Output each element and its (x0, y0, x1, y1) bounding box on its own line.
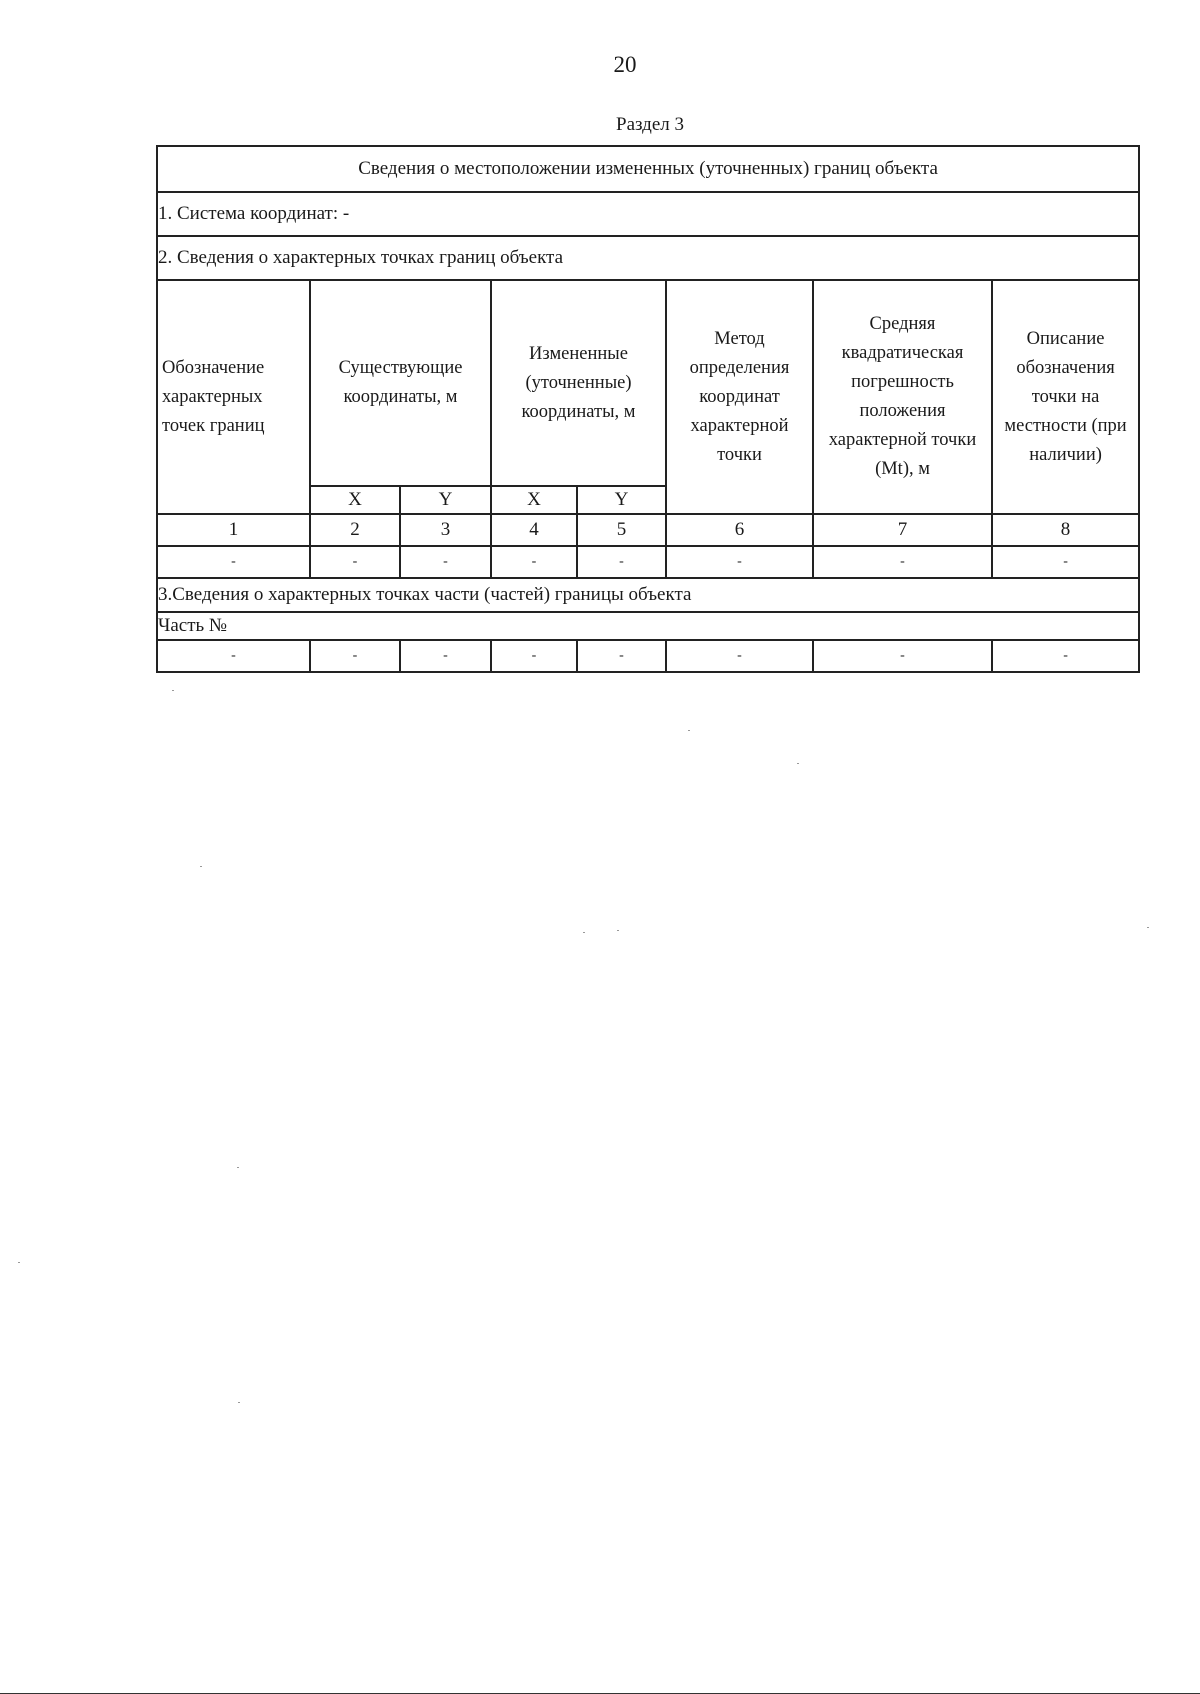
column-number: 3 (400, 514, 491, 546)
table-cell: - (491, 546, 577, 578)
scan-speck (1147, 927, 1149, 928)
axis-label-changed-y: Y (577, 486, 666, 514)
column-number: 4 (491, 514, 577, 546)
header-point-designation: Обозначение характерных точек границ (157, 280, 310, 514)
parts-section-row (157, 578, 1139, 612)
table-cell: - (577, 546, 666, 578)
column-number: 2 (310, 514, 400, 546)
table-cell: - (577, 640, 666, 672)
header-existing-coordinates: Существующие координаты, м (310, 280, 491, 486)
table-row (157, 546, 1139, 578)
column-number: 6 (666, 514, 813, 546)
table-cell: - (157, 640, 310, 672)
scan-speck (200, 866, 202, 867)
column-number-row (157, 514, 1139, 546)
header-method: Метод определения координат характерной точки (666, 280, 813, 514)
table-cell: - (666, 640, 813, 672)
axis-label-existing-x: X (310, 486, 400, 514)
table-cell: - (400, 546, 491, 578)
boundary-points-table (156, 145, 1140, 673)
table-cell: - (400, 640, 491, 672)
points-section-row (157, 236, 1139, 280)
coordinate-system: 1. Система координат: - (157, 192, 1139, 236)
axis-label-changed-x: X (491, 486, 577, 514)
scan-speck (172, 690, 174, 691)
table-cell: - (813, 546, 992, 578)
points-section-title: 2. Сведения о характерных точках границ объекта (157, 236, 1139, 280)
table-cell: - (491, 640, 577, 672)
table-cell: - (813, 640, 992, 672)
parts-section-title: 3.Сведения о характерных точках части (частей) границы объекта (157, 578, 1139, 612)
scan-speck (797, 763, 799, 764)
scan-speck (583, 932, 585, 933)
coordinate-system-row (157, 192, 1139, 236)
column-number: 1 (157, 514, 310, 546)
header-changed-coordinates: Измененные (уточненные) координаты, м (491, 280, 666, 486)
table-title: Сведения о местоположении измененных (уточненных) границ объекта (157, 146, 1139, 192)
table-cell: - (992, 640, 1139, 672)
scan-speck (238, 1402, 240, 1403)
header-mean-error: Средняя квадратическая погрешность положения характерной точки (Mt), м (813, 280, 992, 514)
column-header-row (157, 280, 1139, 486)
table-cell: - (310, 640, 400, 672)
page-number: 20 (613, 52, 637, 77)
part-number-row (157, 612, 1139, 640)
table-cell: - (310, 546, 400, 578)
table-cell: - (992, 546, 1139, 578)
column-number: 5 (577, 514, 666, 546)
header-description: Описание обозначения точки на местности (при наличии) (992, 280, 1139, 514)
table-cell: - (157, 546, 310, 578)
scan-speck (18, 1262, 20, 1263)
column-number: 7 (813, 514, 992, 546)
part-label: Часть № (157, 612, 1139, 640)
table-row (157, 640, 1139, 672)
table-title-row (157, 146, 1139, 192)
table-cell: - (666, 546, 813, 578)
column-number: 8 (992, 514, 1139, 546)
scan-speck (237, 1167, 239, 1168)
section-label: Раздел 3 (616, 114, 684, 135)
scan-speck (688, 730, 690, 731)
scan-speck (617, 930, 619, 931)
axis-label-existing-y: Y (400, 486, 491, 514)
